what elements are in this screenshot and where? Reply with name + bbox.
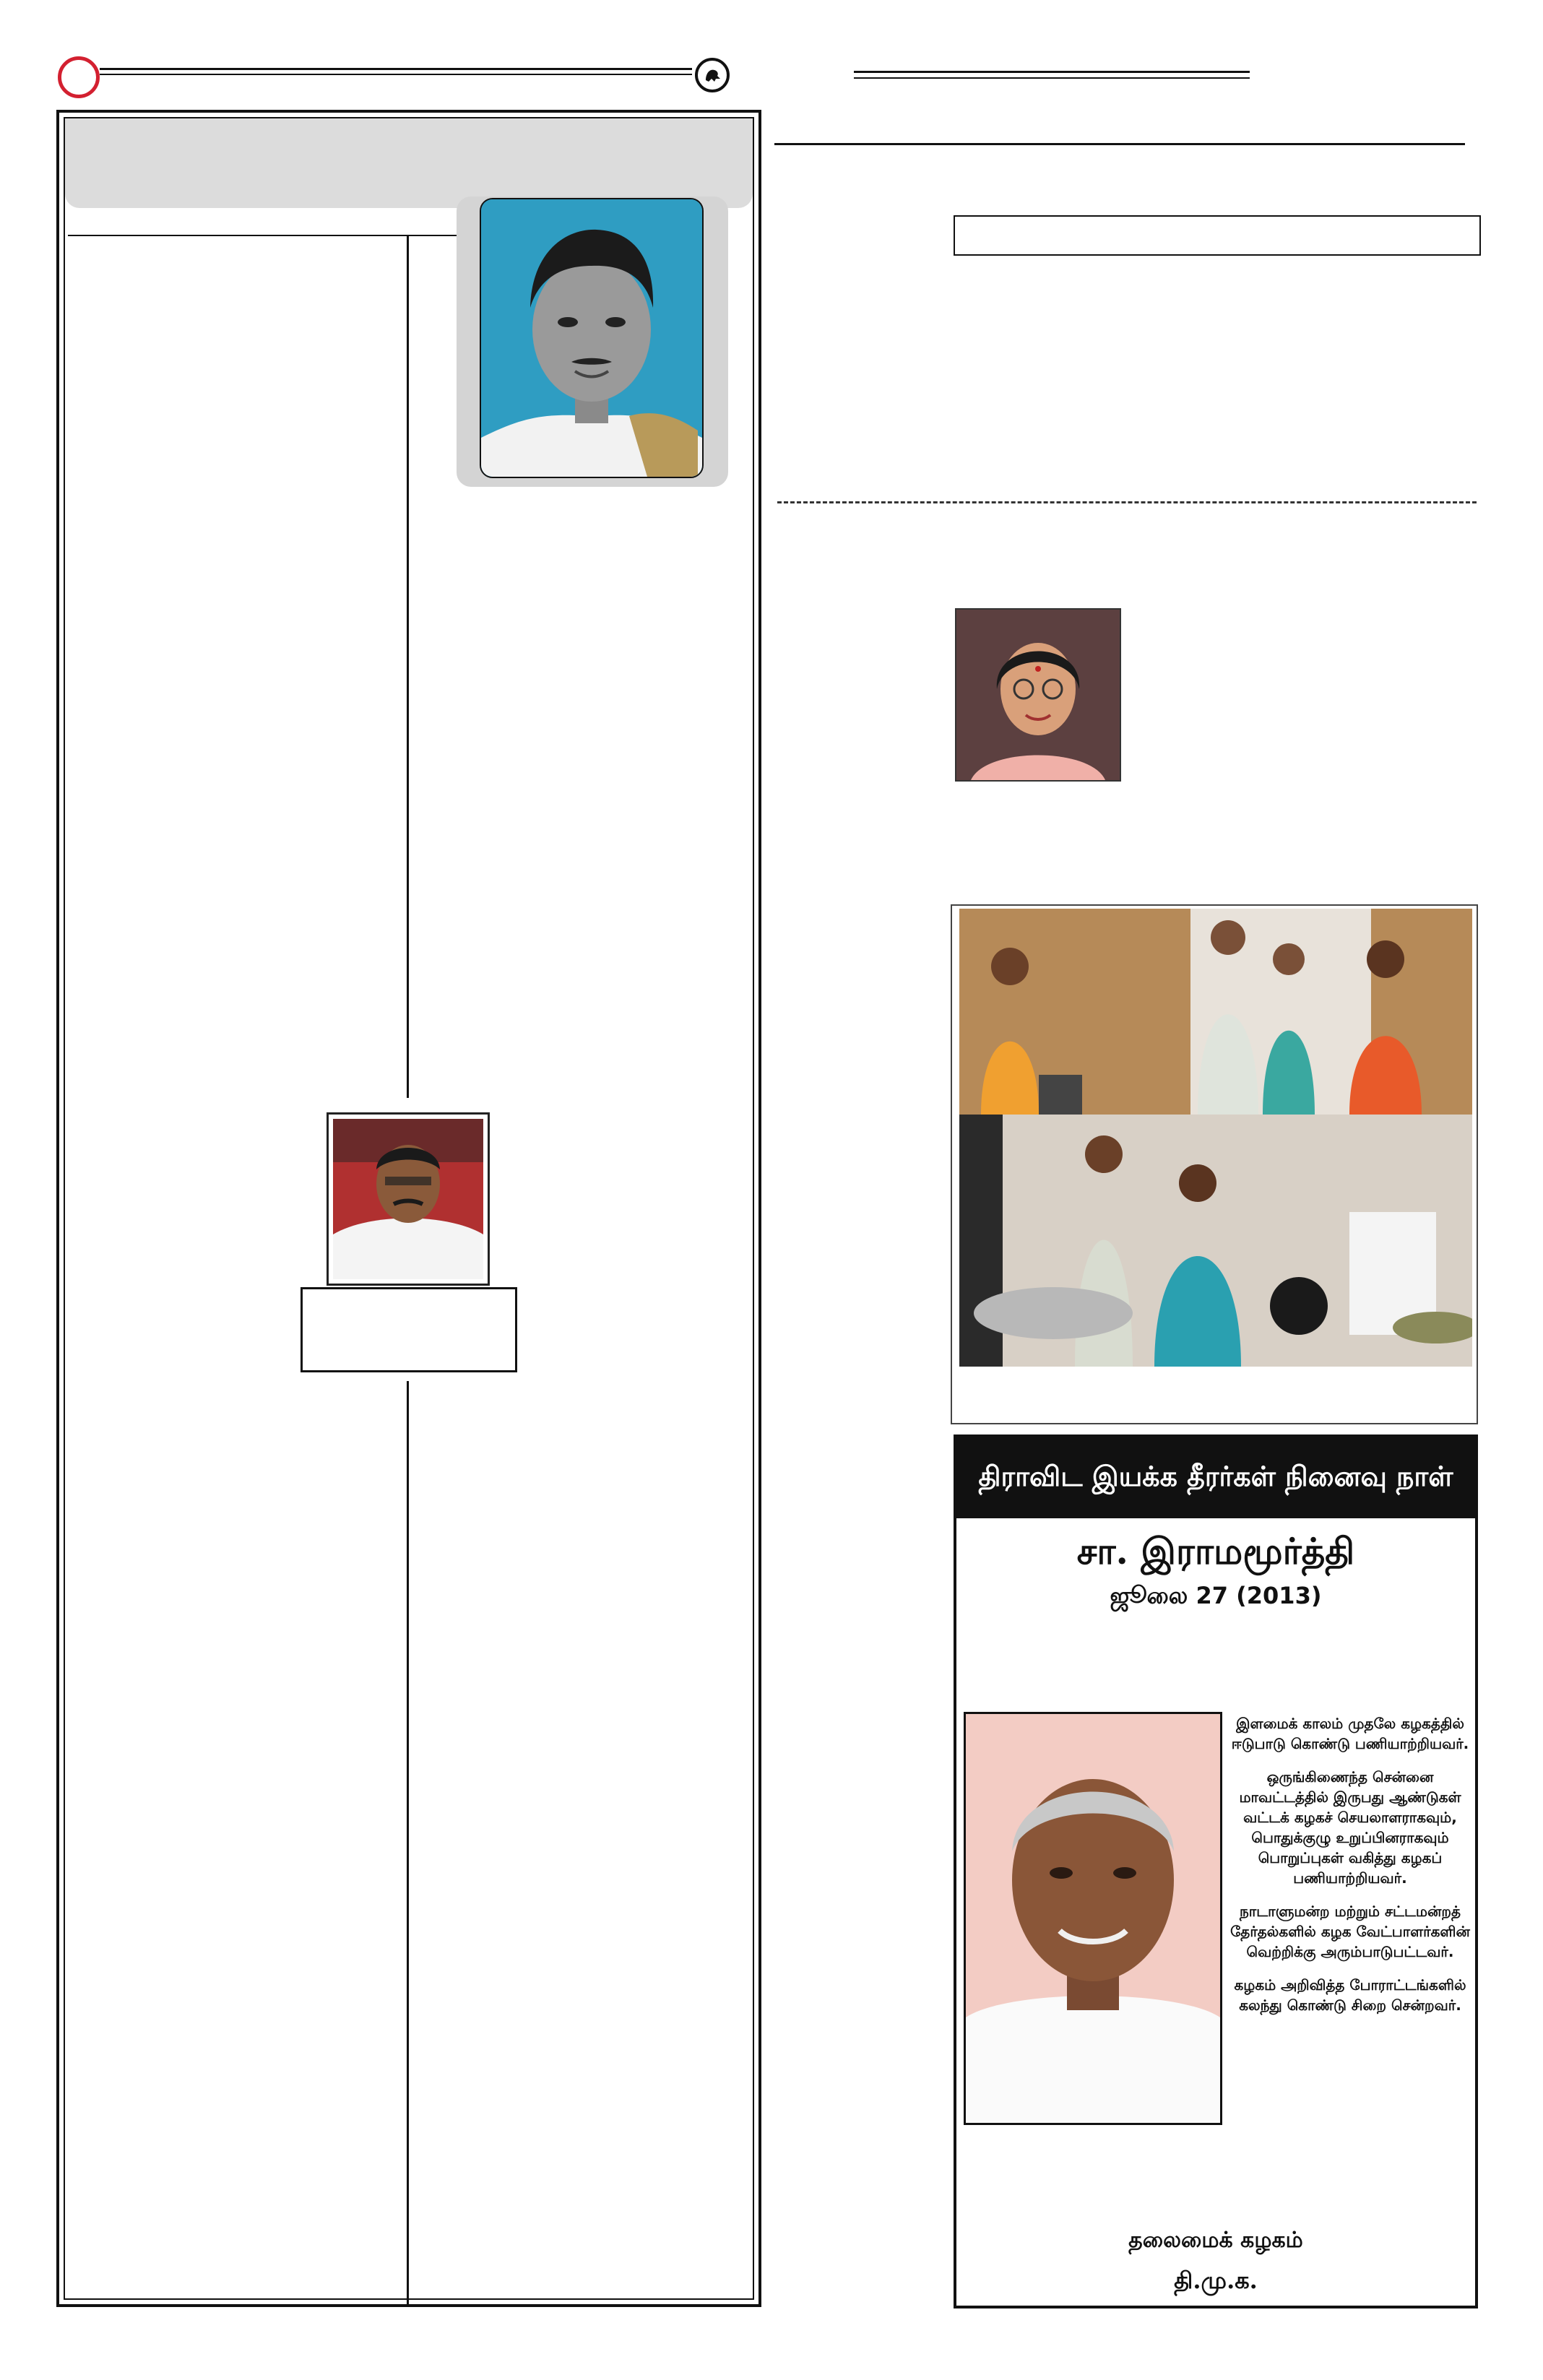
memorial-paragraph-1: இளமைக் காலம் முதலே கழகத்தில் ஈடுபாடு கொண்டு பணியாற்றியவர். xyxy=(1231,1715,1469,1752)
memorial-signature-party: தி.மு.க. xyxy=(1174,2267,1258,2294)
header-rule-right xyxy=(854,71,1250,79)
memorial-portrait-photo xyxy=(964,1712,1222,2125)
right-headline-box xyxy=(954,215,1481,256)
memorial-paragraph-3: நாடாளுமன்ற மற்றும் சட்டமன்றத் தேர்தல்களில் கழக வேட்பாளர்களின் வெற்றிக்கு அரும்பாடுபட்டவர். xyxy=(1230,1903,1470,1960)
header-circle-icon xyxy=(58,56,100,98)
woman-portrait-photo xyxy=(955,608,1121,782)
right-rule xyxy=(774,143,1465,145)
memorial-paragraph-4: கழகம் அறிவித்த போராட்டங்களில் கலந்து கொண்டு சிறை சென்றவர். xyxy=(1234,1976,1466,2014)
dashed-separator xyxy=(777,501,1477,503)
inset-photo xyxy=(327,1112,490,1286)
kitchen-group-photo xyxy=(959,909,1472,1367)
header-rule xyxy=(100,68,692,75)
portrait-photo xyxy=(480,198,704,478)
inset-caption-box xyxy=(301,1287,517,1372)
memorial-heading: திராவிட இயக்க தீரர்கள் நினைவு நாள் xyxy=(956,1437,1475,1518)
memorial-paragraph-2: ஒருங்கிணைந்த சென்னை மாவட்டத்தில் இருபது ஆண்டுகள் வட்டக் கழகச் செயலாளராகவும், பொதுக்குழு உறுப்பினராகவும் பொறுப்புகள் வகித்து கழகப் பணியாற்றியவர். xyxy=(1239,1768,1461,1887)
column-rule xyxy=(68,235,458,236)
memorial-date: ஜூலை 27 (2013) xyxy=(1110,1582,1322,1609)
emblem-icon xyxy=(695,58,730,92)
article-banner xyxy=(65,118,753,208)
memorial-description xyxy=(1228,1713,1472,2028)
memorial-name: சா. இராமமூர்த்தி xyxy=(1076,1530,1355,1572)
memorial-signature-org: தலைமைக் கழகம் xyxy=(1128,2228,1303,2253)
